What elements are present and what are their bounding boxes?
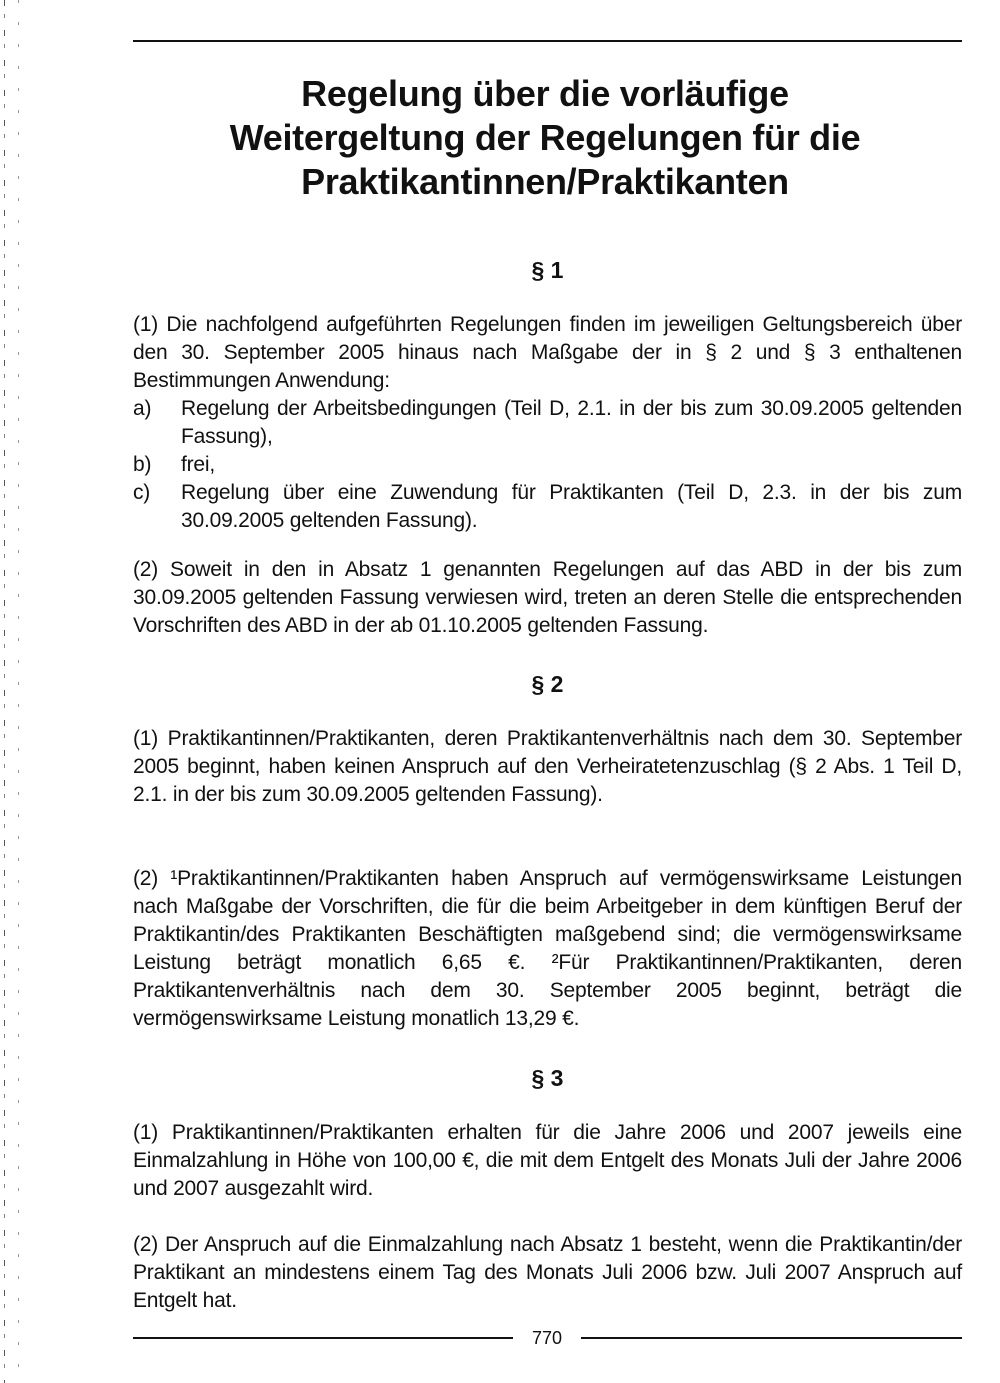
section-1-heading: § 1: [531, 257, 564, 283]
header-rule: [133, 40, 962, 42]
page-number: 770: [531, 1328, 563, 1348]
section-2-paragraph-2: (2) ¹Praktikantinnen/Praktikanten haben Anspruch auf vermögenswirksame Leistungen nach Maßgabe der Vorschriften, die für die beim Arbeitgeber in dem künftigen Beruf der Praktikantin/des Praktikanten Beschäftigten maßgebend sind; die vermögenswirksame Leistung beträgt monatlich 6,65 €. ²Für Praktikantinnen/Praktikanten, deren Praktikantenverhältnis nach dem 30. September 2005 beginnt, beträgt die vermögenswirksame Leistung monatlich 13,29 €.: [133, 867, 962, 1030]
list-item-text: frei,: [181, 453, 216, 476]
list-item-text: Regelung über eine Zuwendung für Praktikanten (Teil D, 2.3. in der bis zum 30.09.2005 geltenden Fassung).: [181, 481, 962, 532]
list-item-a: [133, 395, 962, 451]
list-item-label: c): [133, 481, 151, 504]
section-2-paragraph-1: (1) Praktikantinnen/Praktikanten, deren Praktikantenverhältnis nach dem 30. September 2005 beginnt, haben keinen Anspruch auf den Verheiratetenzuschlag (§ 2 Abs. 1 Teil D, 2.1. in der bis zum 30.09.2005 geltenden Fassung).: [133, 727, 962, 806]
list-item-c: [133, 479, 962, 535]
scan-edge: [4, 0, 5, 1383]
section-1-list: [133, 395, 962, 535]
title-line-1: Regelung über die vorläufige: [301, 73, 789, 114]
section-3-paragraph-1: (1) Praktikantinnen/Praktikanten erhalten für die Jahre 2006 und 2007 jeweils eine Einmalzahlung in Höhe von 100,00 €, die mit dem Entgelt des Monats Juli der Jahre 2006 und 2007 ausgezahlt wird.: [133, 1121, 962, 1200]
scan-edge-secondary: [18, 0, 19, 1383]
list-item-label: a): [133, 397, 152, 420]
section-1-paragraph-2: (2) Soweit in den in Absatz 1 genannten Regelungen auf das ABD in der bis zum 30.09.2005 geltenden Fassung verwiesen wird, treten an deren Stelle die entsprechenden Vorschriften des ABD in der ab 01.10.2005 geltenden Fassung.: [133, 558, 962, 637]
list-item-text: Regelung der Arbeitsbedingungen (Teil D, 2.1. in der bis zum 30.09.2005 geltenden Fassung),: [181, 397, 962, 448]
footer-rule-right: [581, 1337, 962, 1339]
title-line-3: Praktikantinnen/Praktikanten: [301, 161, 789, 202]
list-item-b: [133, 451, 962, 479]
section-3-paragraph-2: (2) Der Anspruch auf die Einmalzahlung nach Absatz 1 besteht, wenn die Praktikantin/der Praktikant an mindestens einem Tag des Monats Juli 2006 bzw. Juli 2007 Anspruch auf Entgelt hat.: [133, 1233, 962, 1312]
page-footer: [133, 1326, 962, 1350]
document-title: [130, 72, 960, 204]
section-2-heading: § 2: [531, 671, 564, 697]
title-line-2: Weitergeltung der Regelungen für die: [229, 117, 861, 158]
list-item-label: b): [133, 453, 152, 476]
section-1-paragraph-1: (1) Die nachfolgend aufgeführten Regelungen finden im jeweiligen Geltungsbereich über den 30. September 2005 hinaus nach Maßgabe der in § 2 und § 3 enthaltenen Bestimmungen Anwendung:: [133, 313, 962, 392]
footer-rule-left: [133, 1337, 513, 1339]
section-3-heading: § 3: [531, 1065, 564, 1091]
